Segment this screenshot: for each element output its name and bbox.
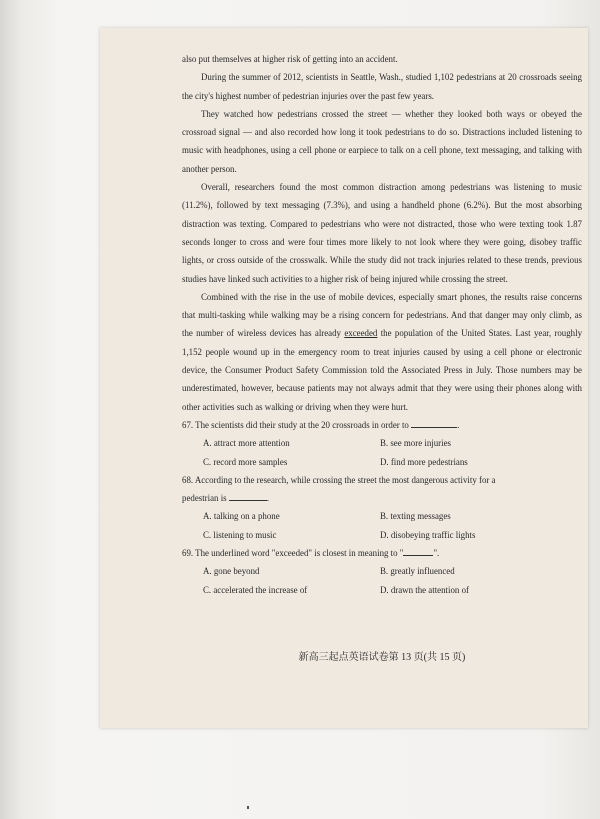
question-68	[182, 471, 582, 489]
passage-paragraph-2: They watched how pedestrians crossed the street — whether they looked both ways or obeyed the crossroad signal — and also recorded how long it took pedestrians to do so. Distractions included listening to music with headphones, using a cell phone or earpiece to talk on a cell phone, text messaging, and talking with another person.	[182, 108, 582, 174]
answer-blank	[403, 555, 433, 556]
question-67-options	[182, 434, 582, 471]
option-a: A. talking on a phone	[203, 511, 280, 522]
question-69-end: ".	[433, 548, 440, 559]
option-d: D. disobeying traffic lights	[380, 529, 476, 540]
passage-paragraph-3: Overall, researchers found the most common distraction among pedestrians was listening to music (11.2%), followed by text messaging (7.3%), and using a handheld phone (6.2%). But the most absorbing distraction was texting. Compared to pedestrians who were not distracted, those who were texting took 1.87 seconds longer to cross and were four times more likely to not look where they were going, disobey traffic lights, or cross outside of the crosswalk. While the study did not track injuries related to these trends, previous studies have linked such activities to a higher risk of being injured while crossing the street.	[182, 182, 582, 284]
option-b: B. texting messages	[380, 511, 451, 522]
question-68-line-2	[182, 489, 582, 507]
passage-line-top: also put themselves at higher risk of getting into an accident.	[182, 54, 398, 64]
scan-speck	[247, 806, 249, 809]
page-footer: 新高三起点英语试卷第 13 页(共 15 页)	[298, 652, 466, 663]
option-c: C. listening to music	[203, 529, 277, 540]
question-69-options	[182, 562, 582, 599]
underlined-word: exceeded	[344, 328, 378, 339]
option-a: A. attract more attention	[203, 438, 290, 449]
question-68-options	[182, 507, 582, 544]
question-68-stem-line-2: pedestrian is	[182, 493, 227, 504]
passage-paragraph-4-part-a: Combined with the rise in the use of mobile devices, especially smart phones, the results raise concerns that multi-tasking while walking may be a rising concern for pedestrians. And that danger may only climb, as the number of wireless devices has already	[182, 291, 582, 339]
question-69-stem: 69. The underlined word "exceeded" is closest in meaning to "	[182, 548, 404, 559]
option-d: D. find more pedestrians	[380, 456, 468, 467]
option-c: C. accelerated the increase of	[203, 584, 308, 595]
option-d: D. drawn the attention of	[380, 584, 469, 595]
passage-paragraph-4-part-b: the population of the United States. Last year, roughly 1,152 people wound up in the emergency room to treat injuries caused by using a cell phone or electronic device, the Consumer Product Safety Commission told the Associated Press in July. Those numbers may be underestimated, however, because patients may not always admit that they were using their phones along with other activities such as walking or driving when they were hurt.	[182, 328, 583, 412]
option-c: C. record more samples	[203, 456, 288, 467]
option-b: B. see more injuries	[380, 438, 451, 449]
question-68-end: .	[266, 493, 270, 504]
question-67-end: .	[457, 419, 460, 430]
answer-blank	[411, 427, 457, 428]
question-67	[182, 416, 582, 434]
question-67-stem: 67. The scientists did their study at the 20 crossroads in order to	[182, 419, 409, 430]
exam-content	[182, 50, 582, 599]
option-a: A. gone beyond	[203, 566, 260, 577]
question-69	[182, 544, 582, 562]
passage-paragraph-1: During the summer of 2012, scientists in Seattle, Wash., studied 1,102 pedestrians at 20 crossroads seeing the city's highest number of pedestrian injuries over the past few years.	[182, 72, 582, 101]
answer-blank	[229, 500, 267, 501]
passage-paragraph-4	[182, 288, 582, 416]
option-b: B. greatly influenced	[380, 566, 455, 577]
question-68-stem-line-1: 68. According to the research, while crossing the street the most dangerous activity for a	[182, 474, 496, 485]
